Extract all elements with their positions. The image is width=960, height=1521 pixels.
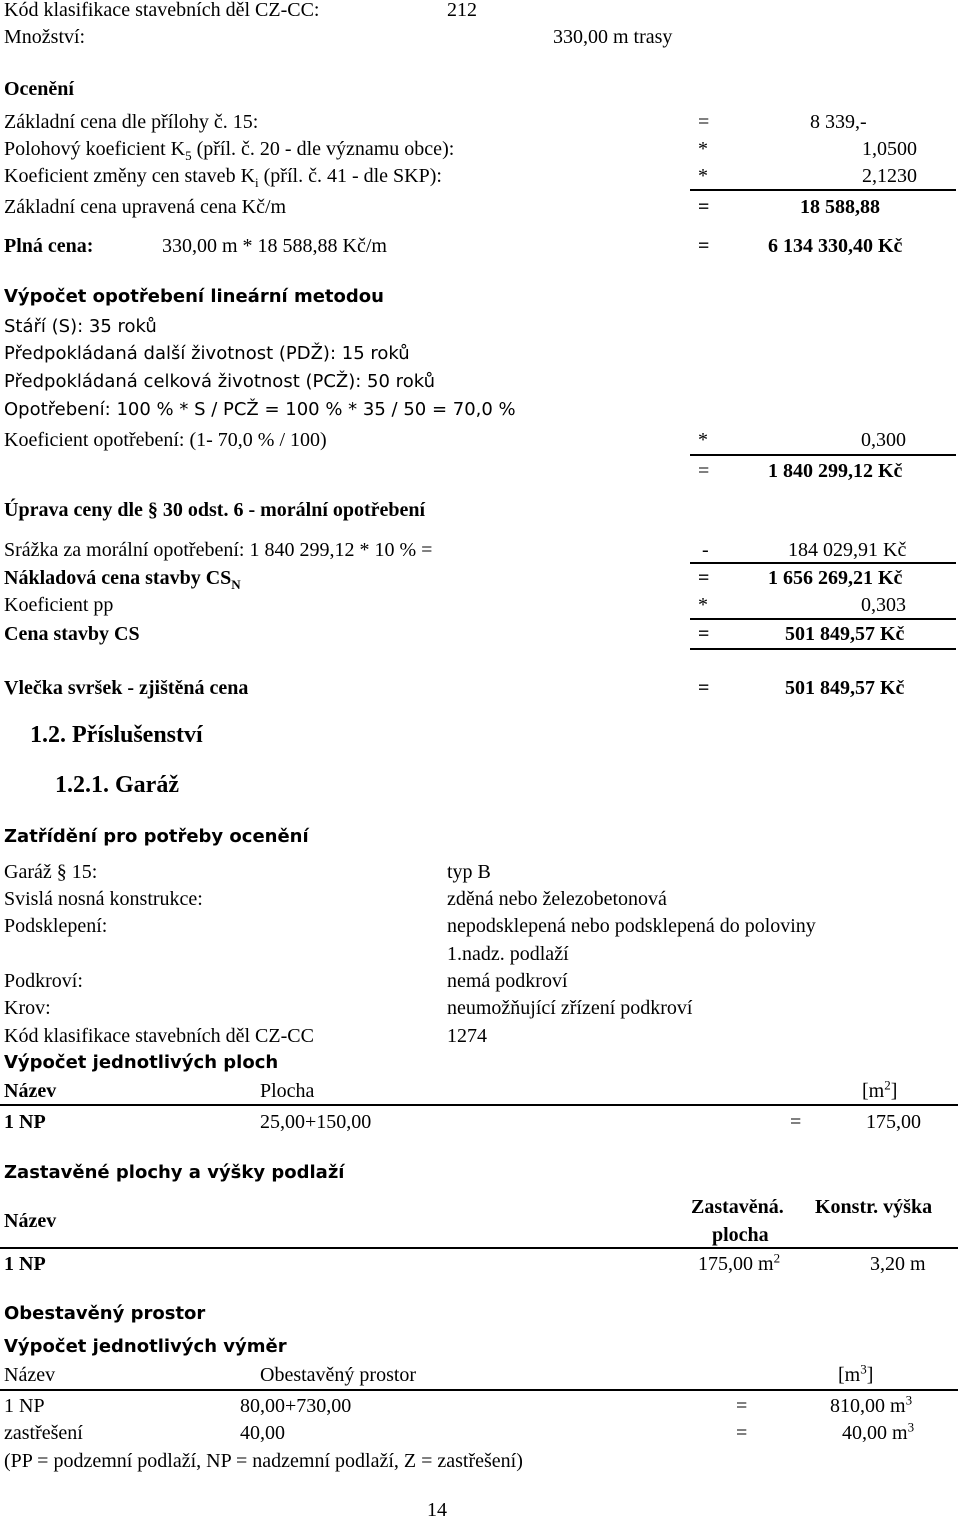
vlecka-op: = xyxy=(698,677,710,699)
zastavene-title: Zastavěné plochy a výšky podlaží xyxy=(4,1162,345,1183)
oceneni-row-op: = xyxy=(698,196,710,218)
pp-value: 0,303 xyxy=(861,594,906,616)
plna-cena-label: Plná cena: xyxy=(4,235,94,257)
plna-cena-op: = xyxy=(698,235,710,257)
obestaveny-row-value: 810,00 $m^3$ xyxy=(830,1392,913,1417)
oceneni-row-label: Koeficient změny cen staveb $K_i$ (příl. č. 41 - dle SKP): xyxy=(4,165,442,190)
zatrideni-label: Svislá nosná konstrukce: xyxy=(4,888,203,910)
nakladova-op: = xyxy=(698,567,710,589)
sum-rule xyxy=(690,189,956,191)
obestaveny-col-prostor: Obestavěný prostor xyxy=(260,1364,417,1386)
obestaveny-row-op: = xyxy=(736,1422,748,1444)
oceneni-row-label: Základní cena dle přílohy č. 15: xyxy=(4,111,259,133)
oceneni-row-label: Základní cena upravená cena Kč/m xyxy=(4,196,287,218)
zastavene-col-vyska: Konstr. výška xyxy=(815,1196,933,1218)
oceneni-row-value: 8 339,- xyxy=(810,111,867,133)
pp-op: * xyxy=(698,594,708,616)
obestaveny-col-nazev: Název xyxy=(4,1364,56,1386)
obestaveny-row-name: zastřešení xyxy=(4,1422,83,1444)
oceneni-row-op: = xyxy=(698,111,710,133)
zastavene-col-plocha: plocha xyxy=(712,1224,769,1246)
vlecka-label: Vlečka svršek - zjištěná cena xyxy=(4,677,249,699)
opotrebeni-line: Stáří (S): 35 roků xyxy=(4,316,157,337)
table-rule xyxy=(0,1104,958,1106)
zatrideni-value: zděná nebo železobetonová xyxy=(447,888,667,910)
zatrideni-value: typ B xyxy=(447,861,491,883)
koef-opotrebeni-value: 0,300 xyxy=(861,429,906,451)
section-heading-1-2-1: 1.2.1. Garáž xyxy=(55,772,179,798)
zatrideni-label: Podkroví: xyxy=(4,970,83,992)
zastavene-row-plocha: 175,00 $m^2$ xyxy=(698,1250,781,1275)
plochy-row-name: 1 NP xyxy=(4,1111,46,1133)
plochy-col-unit: $[m^2]$ xyxy=(862,1077,898,1102)
zatrideni-title: Zatřídění pro potřeby ocenění xyxy=(4,826,309,847)
mnozstvi-value: 330,00 m trasy xyxy=(553,26,673,48)
oceneni-title: Ocenění xyxy=(4,78,74,100)
obestaveny-title: Obestavěný prostor xyxy=(4,1303,206,1324)
oceneni-row-value: 18 588,88 xyxy=(800,196,880,218)
zatrideni-label: Garáž § 15: xyxy=(4,861,98,883)
opotrebeni-line: Předpokládaná celková životnost (PCŽ): 50 roků xyxy=(4,371,435,392)
oceneni-row-value: 1,0500 xyxy=(862,138,917,160)
zatrideni-label: Krov: xyxy=(4,997,51,1019)
oceneni-row-op: * xyxy=(698,138,708,160)
sum-rule xyxy=(690,648,956,650)
obestaveny-col-unit: $[m^3]$ xyxy=(838,1361,874,1386)
cena-stavby-label: Cena stavby CS xyxy=(4,623,140,645)
mnozstvi-label: Množství: xyxy=(4,26,86,48)
plochy-title: Výpočet jednotlivých ploch xyxy=(4,1052,279,1073)
plna-cena-formula: 330,00 m * 18 588,88 Kč/m xyxy=(162,235,387,257)
opotrebeni-result-value: 1 840 299,12 Kč xyxy=(768,460,903,482)
kod-label: Kód klasifikace stavebních děl CZ-CC: xyxy=(4,0,320,21)
plna-cena-value: 6 134 330,40 Kč xyxy=(768,235,903,257)
zatrideni-value: nemá podkroví xyxy=(447,970,568,992)
nakladova-value: 1 656 269,21 Kč xyxy=(768,567,903,589)
zatrideni-label: Kód klasifikace stavebních děl CZ-CC xyxy=(4,1025,314,1047)
srazka-label: Srážka za morální opotřebení: 1 840 299,12 * 10 % = xyxy=(4,539,433,561)
plochy-col-nazev: Název xyxy=(4,1080,57,1102)
plochy-row-formula: 25,00+150,00 xyxy=(260,1111,372,1133)
zastavene-col-plocha: Zastavěná. xyxy=(691,1196,784,1218)
cena-stavby-op: = xyxy=(698,623,710,645)
zatrideni-value: nepodsklepená nebo podsklepená do poloviny xyxy=(447,915,816,937)
plochy-row-op: = xyxy=(790,1111,802,1133)
opotrebeni-line: Předpokládaná další životnost (PDŽ): 15 roků xyxy=(4,343,410,364)
plochy-col-plocha: Plocha xyxy=(260,1080,315,1102)
zatrideni-value: neumožňující zřízení podkroví xyxy=(447,997,693,1019)
oceneni-row-label: Polohový koeficient $K_5$ (příl. č. 20 - dle významu obce): xyxy=(4,138,455,163)
section-heading-1-2: 1.2. Příslušenství xyxy=(30,722,203,748)
page-number: 14 xyxy=(427,1499,447,1521)
sum-rule xyxy=(690,562,956,564)
opotrebeni-title: Výpočet opotřebení lineární metodou xyxy=(4,286,384,307)
zastavene-row-vyska: 3,20 m xyxy=(870,1253,926,1275)
obestaveny-row-op: = xyxy=(736,1395,748,1417)
koef-opotrebeni-op: * xyxy=(698,429,708,451)
srazka-op: - xyxy=(702,539,709,561)
obestaveny-row-name: 1 NP xyxy=(4,1395,45,1417)
opotrebeni-line: Opotřebení: 100 % * S / PCŽ = 100 % * 35 / 50 = 70,0 % xyxy=(4,399,516,420)
paragraph-sign-icon: § xyxy=(147,499,158,521)
srazka-value: 184 029,91 Kč xyxy=(788,539,907,561)
obestaveny-subtitle: Výpočet jednotlivých výměr xyxy=(4,1336,287,1357)
oceneni-row-value: 2,1230 xyxy=(862,165,917,187)
zastavene-col-nazev: Název xyxy=(4,1210,57,1232)
uprava-title: Úprava ceny dle § 30 odst. 6 - morální opotřebení xyxy=(4,499,426,521)
pp-label: Koeficient pp xyxy=(4,594,114,616)
nakladova-label: Nákladová cena stavby $CS_N$ xyxy=(4,567,241,592)
kod-value: 212 xyxy=(447,0,477,21)
obestaveny-row-formula: 40,00 xyxy=(240,1422,285,1444)
zatrideni-value: 1274 xyxy=(447,1025,487,1047)
oceneni-row-op: * xyxy=(698,165,708,187)
plochy-row-value: 175,00 xyxy=(866,1111,921,1133)
obestaveny-row-formula: 80,00+730,00 xyxy=(240,1395,352,1417)
sum-rule xyxy=(690,618,956,620)
opotrebeni-result-op: = xyxy=(698,460,710,482)
vlecka-value: 501 849,57 Kč xyxy=(785,677,905,699)
zatrideni-value: 1.nadz. podlaží xyxy=(447,943,569,965)
table-rule xyxy=(0,1389,958,1391)
obestaveny-row-value: 40,00 $m^3$ xyxy=(842,1419,915,1444)
obestaveny-note: (PP = podzemní podlaží, NP = nadzemní podlaží, Z = zastřešení) xyxy=(4,1450,523,1472)
sum-rule xyxy=(690,454,956,456)
cena-stavby-value: 501 849,57 Kč xyxy=(785,623,905,645)
zastavene-row-name: 1 NP xyxy=(4,1253,46,1275)
table-rule xyxy=(0,1247,958,1249)
koef-opotrebeni-label: Koeficient opotřebení: (1- 70,0 % / 100) xyxy=(4,429,327,451)
zatrideni-label: Podsklepení: xyxy=(4,915,108,937)
